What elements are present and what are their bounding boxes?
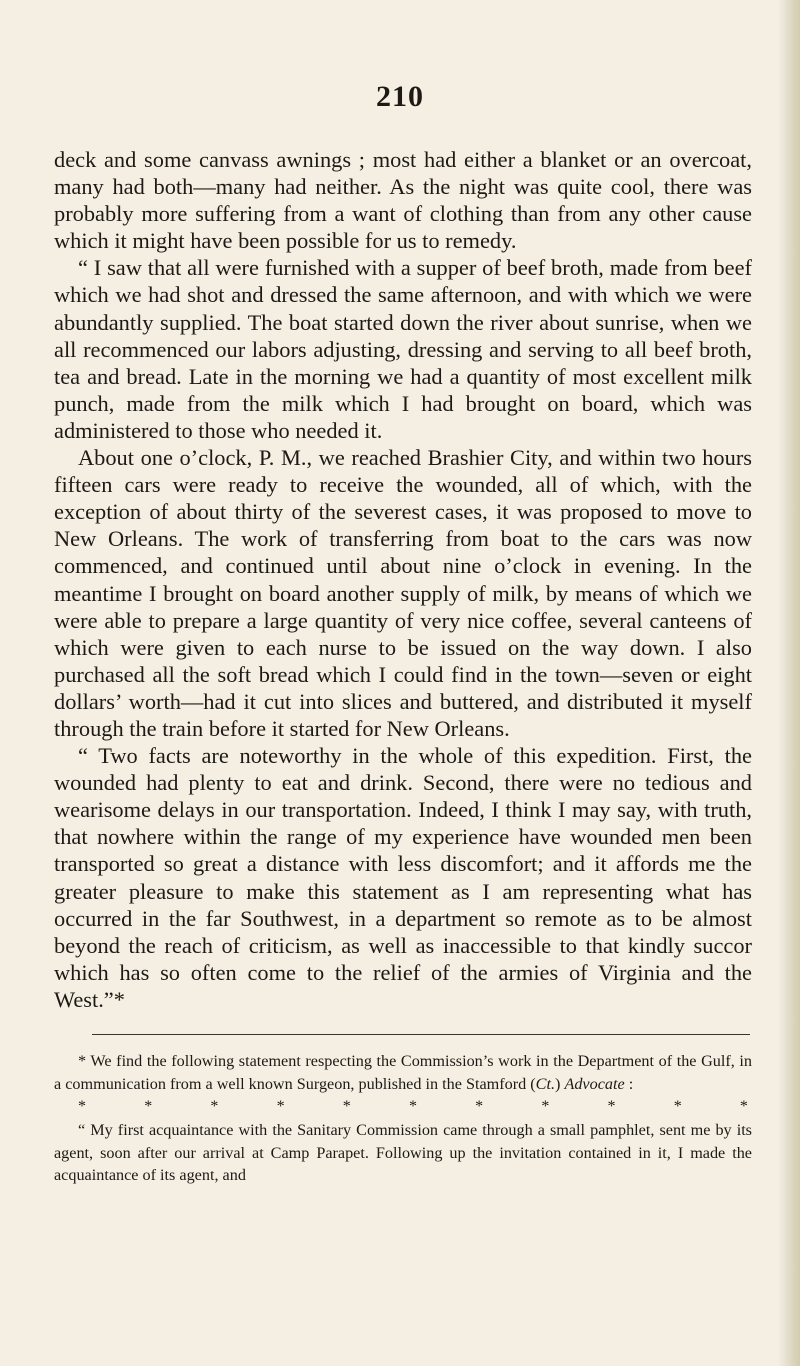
paragraph-two-facts: “ Two facts are noteworthy in the whole of this expedition. First, the wounded had plenty to eat and drink. Second, there were no tedious and wearisome delays in our transportation. Indeed, I think I may say, with truth, that nowhere within the range of my experience have wounded men been transported so great a distance with less discomfort; and it affords me the greater pleasure to make this statement as I am representing what has occurred in the far Southwest, in a department so remote as to be almost beyond the reach of criticism, as well as inaccessible to that kindly succor which has so often come to the relief of the armies of Virginia and the West.”*	[54, 743, 752, 1012]
star-glyph: *	[739, 1098, 748, 1115]
star-glyph: *	[78, 1098, 86, 1115]
star-glyph: *	[475, 1098, 484, 1115]
star-glyph: *	[673, 1098, 682, 1115]
star-glyph: *	[408, 1098, 417, 1115]
footnote-intro-text: * We find the following statement respecting the Commission’s work in the Department of the Gulf, in a communication from a well known Surgeon, published in the Stamford (	[54, 1052, 752, 1093]
star-glyph: *	[276, 1098, 285, 1115]
footnote-intro	[54, 1050, 752, 1095]
paragraph-supper: “ I saw that all were furnished with a supper of beef broth, made from beef which we had shot and dressed the same afternoon, and with which we were abundantly supplied. The boat started down the river about sunrise, when we all recommenced our labors adjusting, dressing and serving to all beef broth, tea and bread. Late in the morning we had a quantity of most excellent milk punch, made from the milk which I had brought on board, which was administered to those who needed it.	[54, 255, 752, 443]
footnote-quote: “ My first acquaintance with the Sanitary Commission came through a small pamphlet, sent me by its agent, soon after our arrival at Camp Parapet. Following up the invitation contained in it, I made the acquaintance of its agent, and	[54, 1121, 752, 1184]
ellipsis-stars	[54, 1095, 752, 1119]
footnote-newspaper: Advocate	[564, 1074, 625, 1093]
footnote-place: Ct.	[535, 1074, 555, 1093]
body-text	[54, 146, 752, 1013]
paragraph-continuation: deck and some canvass awnings ; most had either a blanket or an overcoat, many had both—many had neither. As the night was quite cool, there was probably more suffering from a want of clothing than from any other cause which it might have been possible for us to remedy.	[54, 147, 752, 254]
star-glyph: *	[342, 1098, 351, 1115]
star-glyph: *	[210, 1098, 219, 1115]
star-glyph: *	[607, 1098, 616, 1115]
footnote-intro-colon: :	[624, 1074, 634, 1093]
page-edge-shadow	[778, 0, 800, 1366]
page-number: 210	[376, 80, 424, 113]
footnote-intro-paren: )	[555, 1074, 565, 1093]
footnote	[54, 1050, 752, 1187]
paragraph-brashier-city: About one o’clock, P. M., we reached Brashier City, and within two hours fifteen cars were ready to receive the wounded, all of which, with the exception of about thirty of the severest cases, it was proposed to move to New Orleans. The work of transferring from boat to the cars was now commenced, and continued until about nine o’clock in evening. In the meantime I brought on board another supply of milk, by means of which we were able to prepare a large quantity of very nice coffee, several canteens of which were given to each nurse to be issued on the way down. I also purchased all the soft bread which I could find in the town—seven or eight dollars’ worth—had it cut into slices and buttered, and distributed it myself through the train before it started for New Orleans.	[54, 445, 752, 741]
star-glyph: *	[144, 1098, 153, 1115]
star-glyph: *	[541, 1098, 550, 1115]
footnote-divider	[92, 1034, 750, 1035]
